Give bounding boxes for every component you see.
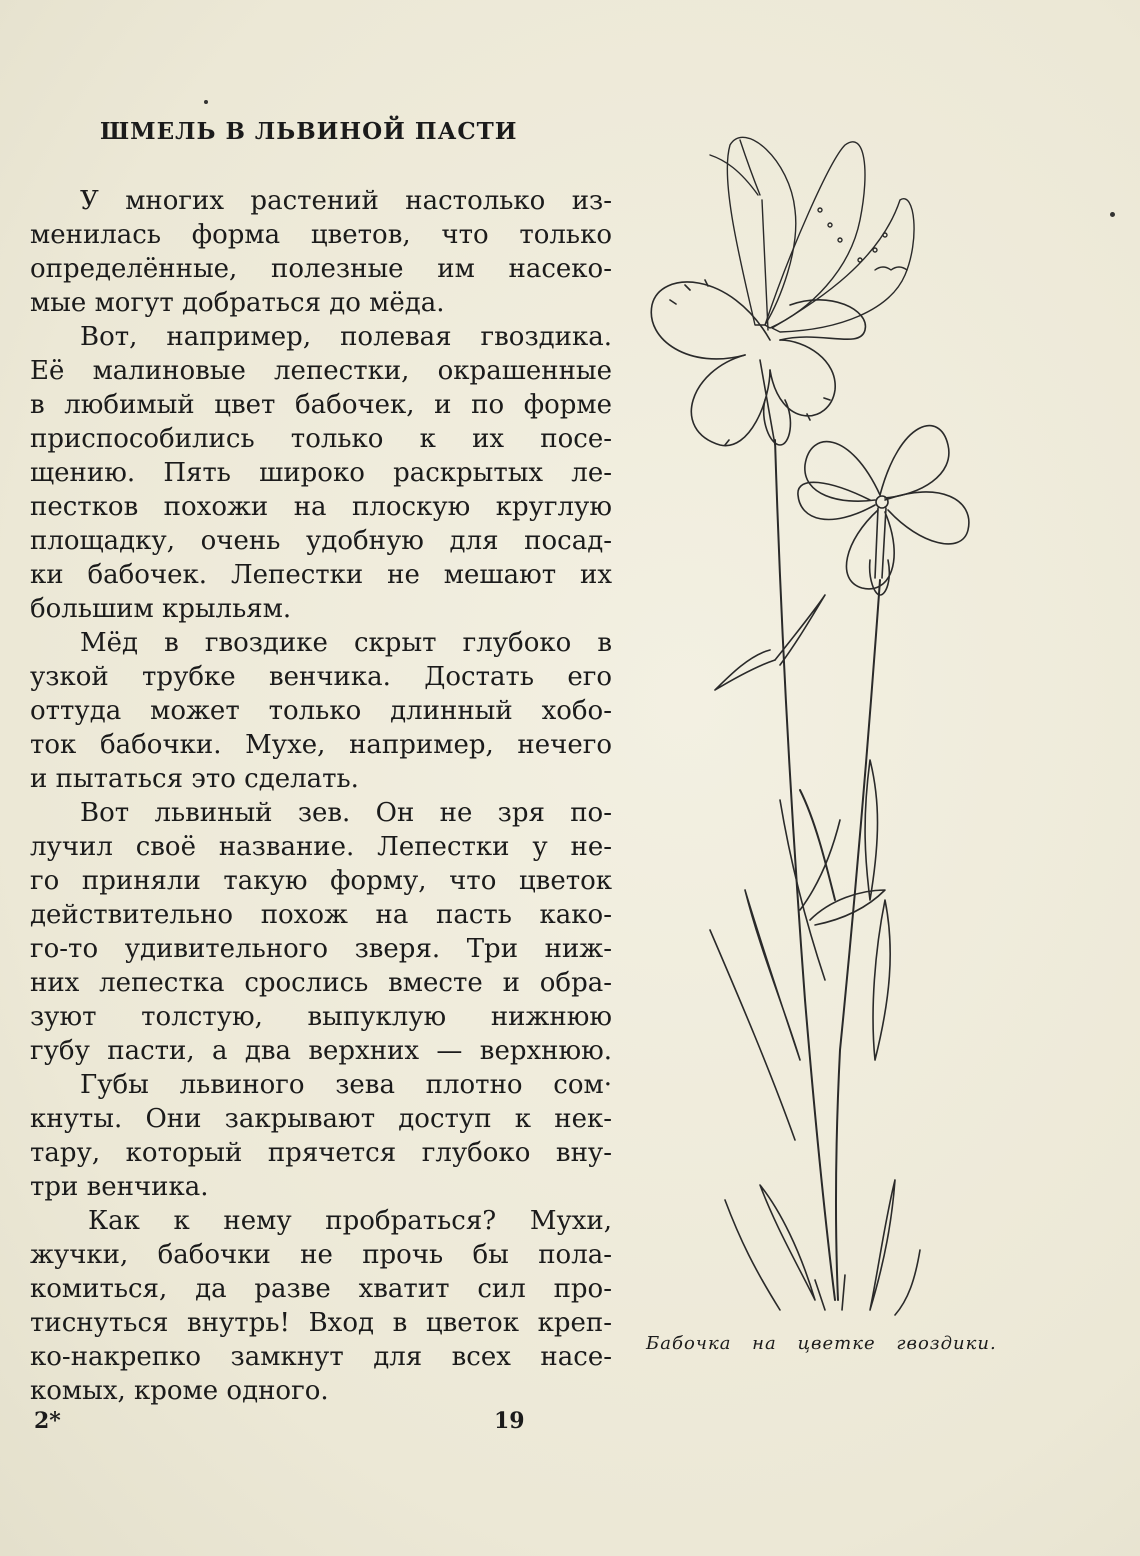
text-line: комых, кроме одного.: [30, 1376, 329, 1406]
text-line: в любимый цвет бабочек, и по форме: [30, 390, 612, 420]
text-line: мые могут добраться до мёда.: [30, 288, 445, 318]
text-line: Как к нему пробраться? Мухи,: [88, 1206, 612, 1236]
text-line: У многих растений настолько из-: [80, 186, 612, 216]
text-line: ток бабочки. Мухе, например, нечего: [30, 730, 612, 760]
text-line: го приняли такую форму, что цветок: [30, 866, 612, 896]
text-line: действительно похож на пасть како-: [30, 900, 612, 930]
stem-left: [775, 440, 835, 1300]
text-line: и пытаться это сделать.: [30, 764, 359, 794]
upper-flower: [651, 280, 865, 446]
text-line: губу пасти, а два верхних — верхнюю.: [30, 1036, 612, 1066]
signature-mark: 2*: [34, 1408, 61, 1434]
text-line: большим крыльям.: [30, 594, 292, 624]
text-line: оттуда может только длинный хобо-: [30, 696, 612, 726]
text-line: жучки, бабочки не прочь бы пола-: [30, 1240, 612, 1270]
text-line: Губы львиного зева плотно сом·: [80, 1070, 612, 1100]
text-line: узкой трубке венчика. Достать его: [30, 662, 612, 692]
text-line: щению. Пять широко раскрытых ле-: [30, 458, 612, 488]
text-line: комиться, да разве хватит сил про-: [30, 1274, 612, 1304]
text-line: кнуты. Они закрывают доступ к нек-: [30, 1104, 612, 1134]
text-line: Её малиновые лепестки, окрашенные: [30, 356, 612, 386]
ink-speck: [204, 100, 208, 104]
stem-right: [836, 580, 880, 1300]
ink-speck: [1110, 212, 1115, 217]
text-line: тару, который прячется глубоко вну-: [30, 1138, 612, 1168]
text-line: ки бабочек. Лепестки не мешают их: [30, 560, 612, 590]
text-line: них лепестка срослись вместе и обра-: [30, 968, 612, 998]
text-line: Мёд в гвоздике скрыт глубоко в: [80, 628, 612, 658]
text-line: площадку, очень удобную для посад-: [30, 526, 612, 556]
text-line: лучил своё название. Лепестки у не-: [30, 832, 612, 862]
leaves: [710, 595, 920, 1315]
text-line: зуют толстую, выпуклую нижнюю: [30, 1002, 612, 1032]
text-line: определённые, полезные им насеко-: [30, 254, 612, 284]
page-title: ШМЕЛЬ В ЛЬВИНОЙ ПАСТИ: [100, 118, 518, 145]
text-line: тиснуться внутрь! Вход в цветок креп-: [30, 1308, 612, 1338]
text-line: пестков похожи на плоскую круглую: [30, 492, 612, 522]
lower-flower: [798, 426, 969, 595]
text-line: ко-накрепко замкнут для всех насе-: [30, 1342, 612, 1372]
text-line: менилась форма цветов, что только: [30, 220, 612, 250]
figure-caption: Бабочка на цветке гвоздики.: [646, 1333, 997, 1354]
text-line: Вот, например, полевая гвоздика.: [80, 322, 612, 352]
text-line: го-то удивительного зверя. Три ниж-: [30, 934, 612, 964]
carnation-butterfly-illustration: [630, 100, 1010, 1330]
body-text: [30, 184, 612, 1408]
page-number: 19: [494, 1408, 525, 1434]
butterfly: [710, 137, 914, 332]
text-line: приспособились только к их посе-: [30, 424, 612, 454]
text-line: три венчика.: [30, 1172, 209, 1202]
text-line: Вот львиный зев. Он не зря по-: [80, 798, 612, 828]
